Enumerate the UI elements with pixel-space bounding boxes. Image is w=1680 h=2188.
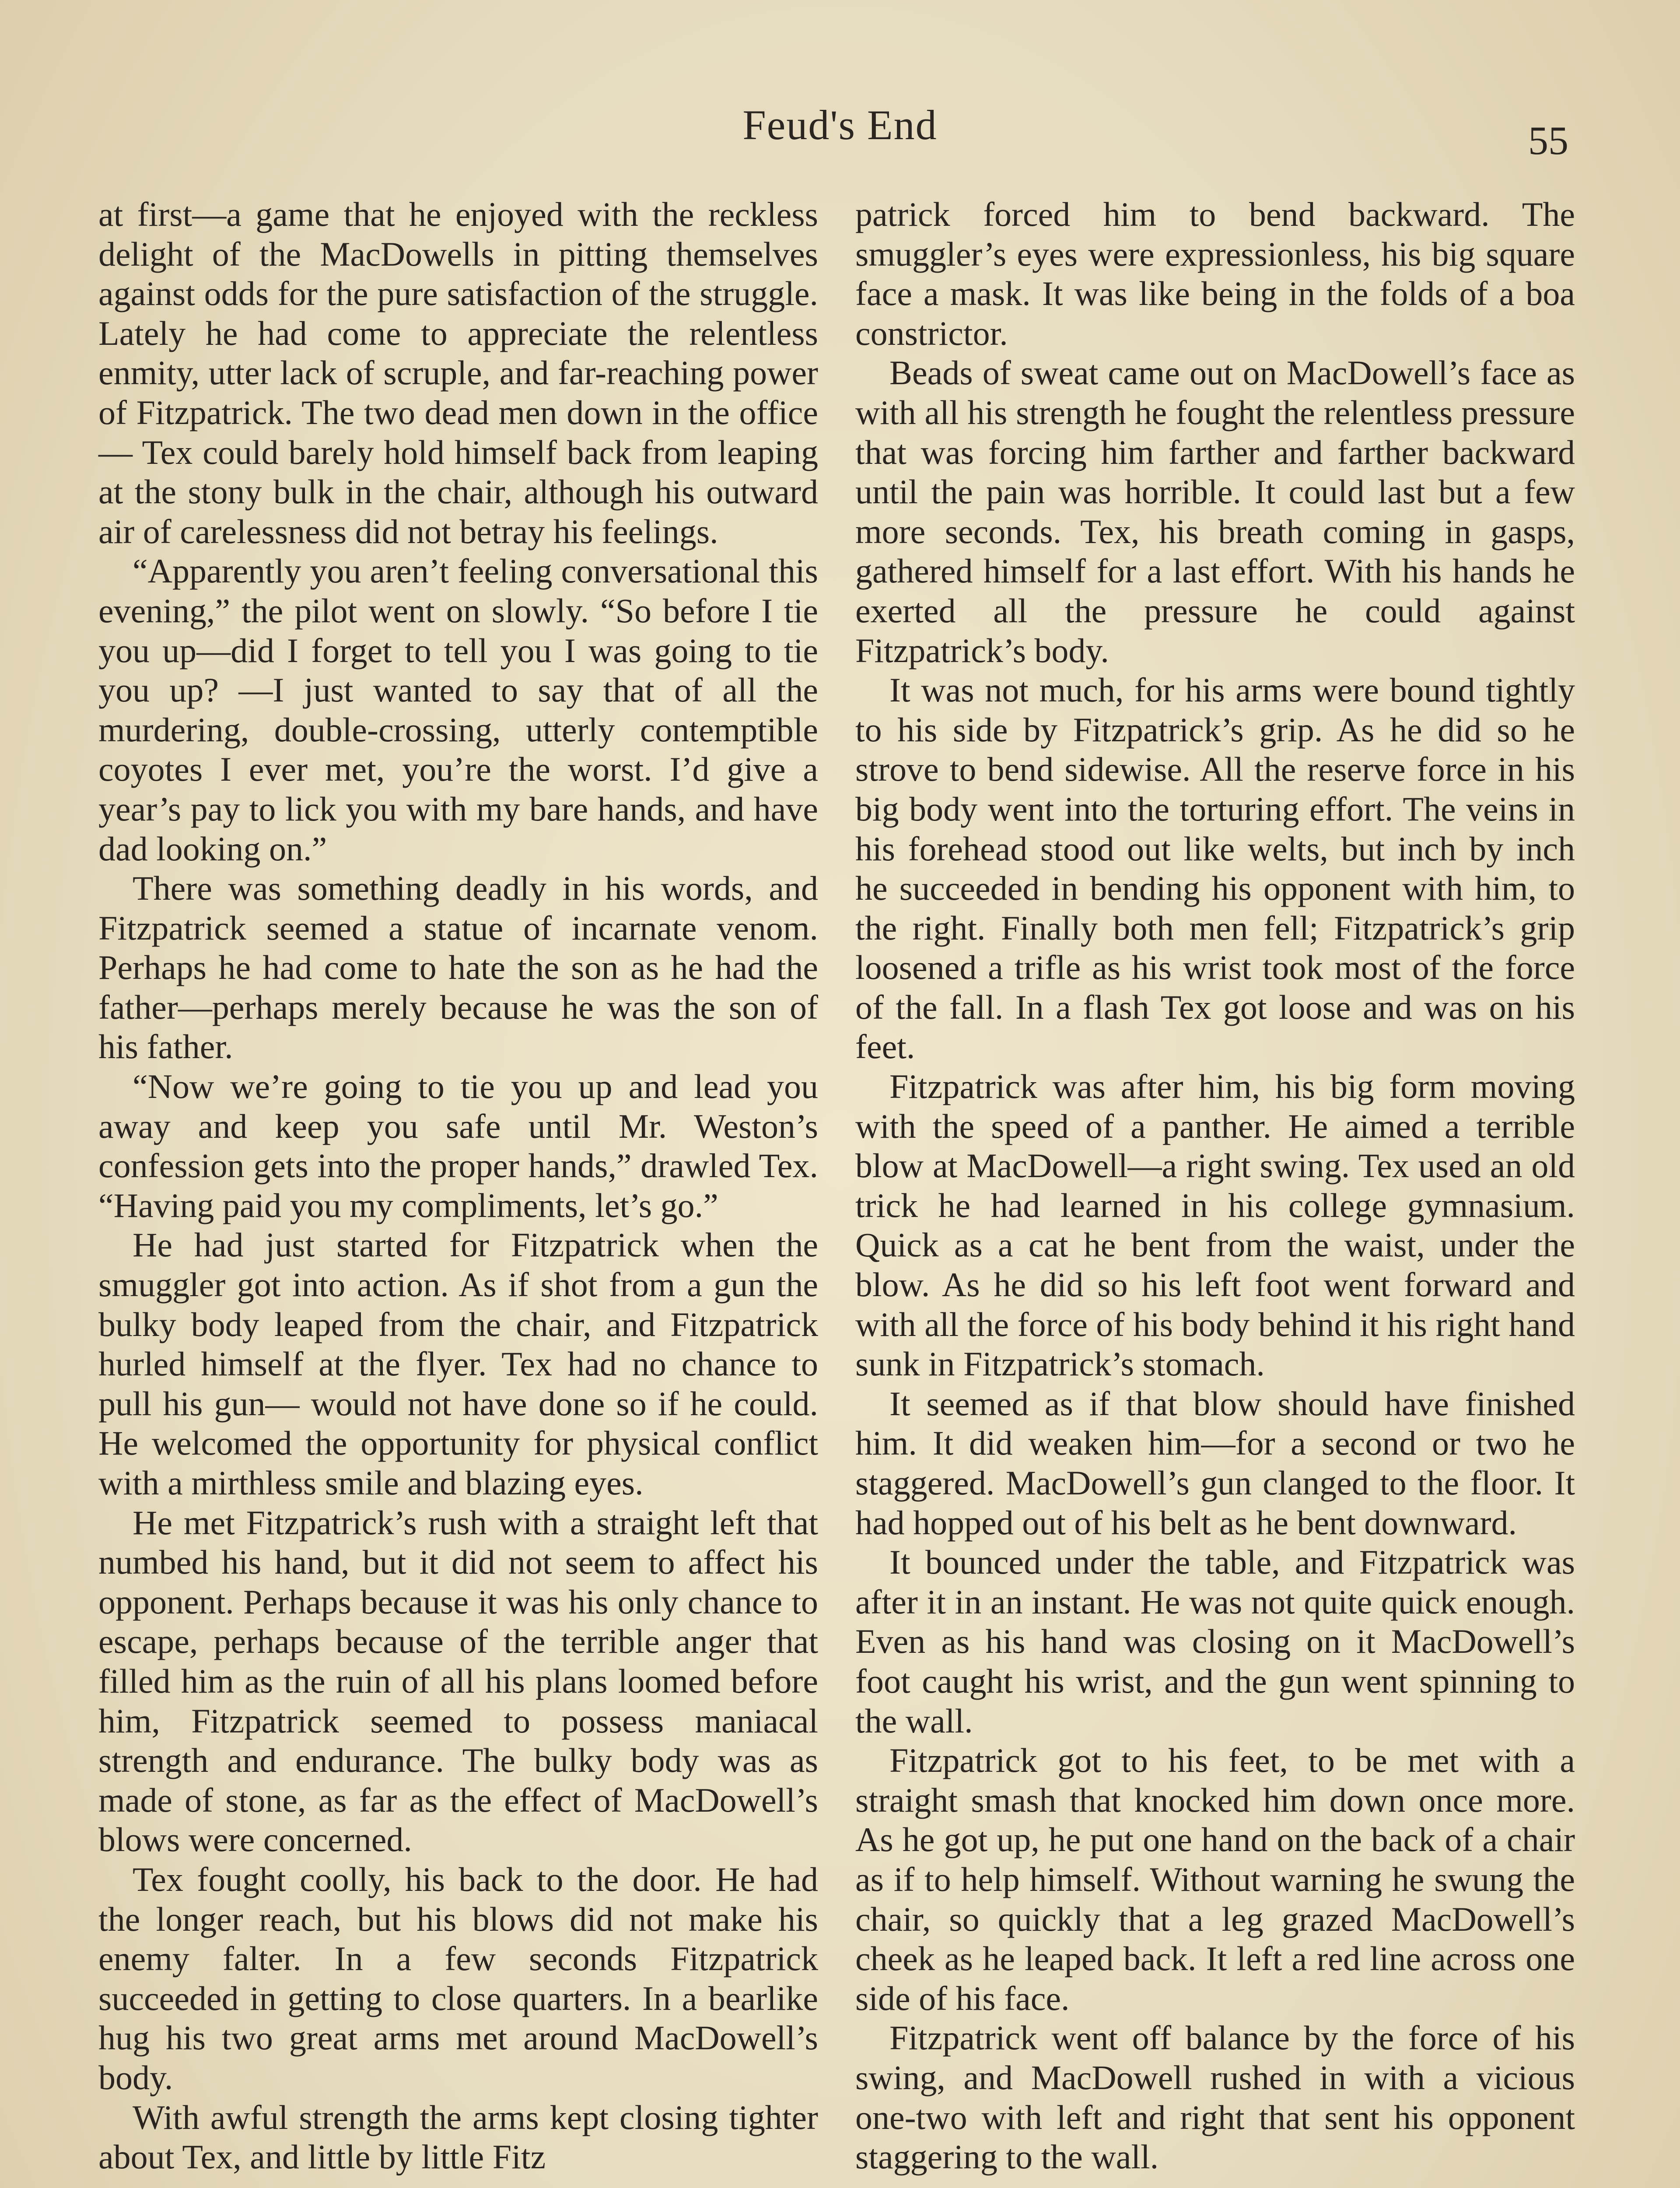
paragraph: Fitzpatrick got to his feet, to be met with a straight smash that knocked him down once more. As he got up, he put one hand on the back of a chair as if to help himself. Without warning he swung the chair, so quickly that a leg grazed MacDowell’s cheek as he leaped back. It left a red line across one side of his face. bbox=[855, 1741, 1575, 2017]
paragraph: With awful strength the arms kept closing tighter about Tex, and little by little Fitz bbox=[98, 2098, 818, 2176]
paragraph: patrick forced him to bend backward. The smuggler’s eyes were expressionless, his big square face a mask. It was like being in the folds of a boa constrictor. bbox=[855, 195, 1575, 352]
paragraph: He met Fitzpatrick’s rush with a straight left that numbed his hand, but it did not seem to affect his opponent. Perhaps because it was his only chance to escape, perhaps because of the terrible anger that filled him as the ruin of all his plans loomed before him, Fitzpatrick seemed to possess maniacal strength and endurance. The bulky body was as made of stone, as far as the effect of MacDowell’s blows were concerned. bbox=[98, 1503, 818, 1859]
left-column bbox=[98, 195, 818, 2177]
paragraph: It bounced under the table, and Fitzpatrick was after it in an instant. He was not quite quick enough. Even as his hand was closing on it MacDowell’s foot caught his wrist, and the gun went spinning to the wall. bbox=[855, 1543, 1575, 1740]
paragraph: Tex fought coolly, his back to the door. He had the longer reach, but his blows did not make his enemy falter. In a few seconds Fitzpatrick succeeded in getting to close quarters. In a bearlike hug his two great arms met around MacDowell’s body. bbox=[98, 1860, 818, 2097]
right-column bbox=[855, 195, 1575, 2177]
paragraph: It seemed as if that blow should have finished him. It did weaken him—for a second or two he staggered. MacDowell’s gun clanged to the floor. It had hopped out of his belt as he bent downward. bbox=[855, 1384, 1575, 1542]
paragraph: Fitzpatrick went off balance by the force of his swing, and MacDowell rushed in with a vicious one-two with left and right that sent his opponent staggering to the wall. bbox=[855, 2019, 1575, 2176]
running-header bbox=[0, 101, 1680, 162]
paragraph: “Apparently you aren’t feeling conversational this evening,” the pilot went on slowly. “So before I tie you up—did I forget to tell you I was going to tie you up? —I just wanted to say that of all the murdering, double-crossing, utterly contemptible coyotes I ever met, you’re the worst. I’d give a year’s pay to lick you with my bare hands, and have dad looking on.” bbox=[98, 552, 818, 868]
paragraph: Fitzpatrick was after him, his big form moving with the speed of a panther. He aimed a terrible blow at MacDowell—a right swing. Tex used an old trick he had learned in his college gymnasium. Quick as a cat he bent from the waist, under the blow. As he did so his left foot went forward and with all the force of his body behind it his right hand sunk in Fitzpatrick’s stomach. bbox=[855, 1067, 1575, 1383]
story-title: Feud's End bbox=[742, 102, 938, 148]
paragraph: There was something deadly in his words, and Fitzpatrick seemed a statue of incarnate venom. Perhaps he had come to hate the son as he had the father—perhaps merely because he was the son of his father. bbox=[98, 869, 818, 1066]
paragraph: “Now we’re going to tie you up and lead you away and keep you safe until Mr. Weston’s confession gets into the proper hands,” drawled Tex. “Having paid you my compliments, let’s go.” bbox=[98, 1067, 818, 1224]
paragraph: It was not much, for his arms were bound tightly to his side by Fitzpatrick’s grip. As he did so he strove to bend sidewise. All the reserve force in his big body went into the torturing effort. The veins in his forehead stood out like welts, but inch by inch he succeeded in bending his opponent with him, to the right. Finally both men fell; Fitzpatrick’s grip loosened a trifle as his wrist took most of the force of the fall. In a flash Tex got loose and was on his feet. bbox=[855, 671, 1575, 1066]
paragraph: Beads of sweat came out on MacDowell’s face as with all his strength he fought the relentless pressure that was forcing him farther and farther backward until the pain was horrible. It could last but a few more seconds. Tex, his breath coming in gasps, gathered himself for a last effort. With his hands he exerted all the pressure he could against Fitzpatrick’s body. bbox=[855, 354, 1575, 670]
page-number: 55 bbox=[1528, 118, 1568, 163]
paragraph: at first—a game that he enjoyed with the reckless delight of the MacDowells in pitting themselves against odds for the pure satisfaction of the struggle. Lately he had come to appreciate the relentless enmity, utter lack of scruple, and far-reaching power of Fitzpatrick. The two dead men down in the office— Tex could barely hold himself back from leaping at the stony bulk in the chair, although his outward air of carelessness did not betray his feelings. bbox=[98, 195, 818, 551]
paragraph: He had just started for Fitzpatrick when the smuggler got into action. As if shot from a gun the bulky body leaped from the chair, and Fitzpatrick hurled himself at the flyer. Tex had no chance to pull his gun— would not have done so if he could. He welcomed the opportunity for physical conflict with a mirthless smile and blazing eyes. bbox=[98, 1226, 818, 1502]
